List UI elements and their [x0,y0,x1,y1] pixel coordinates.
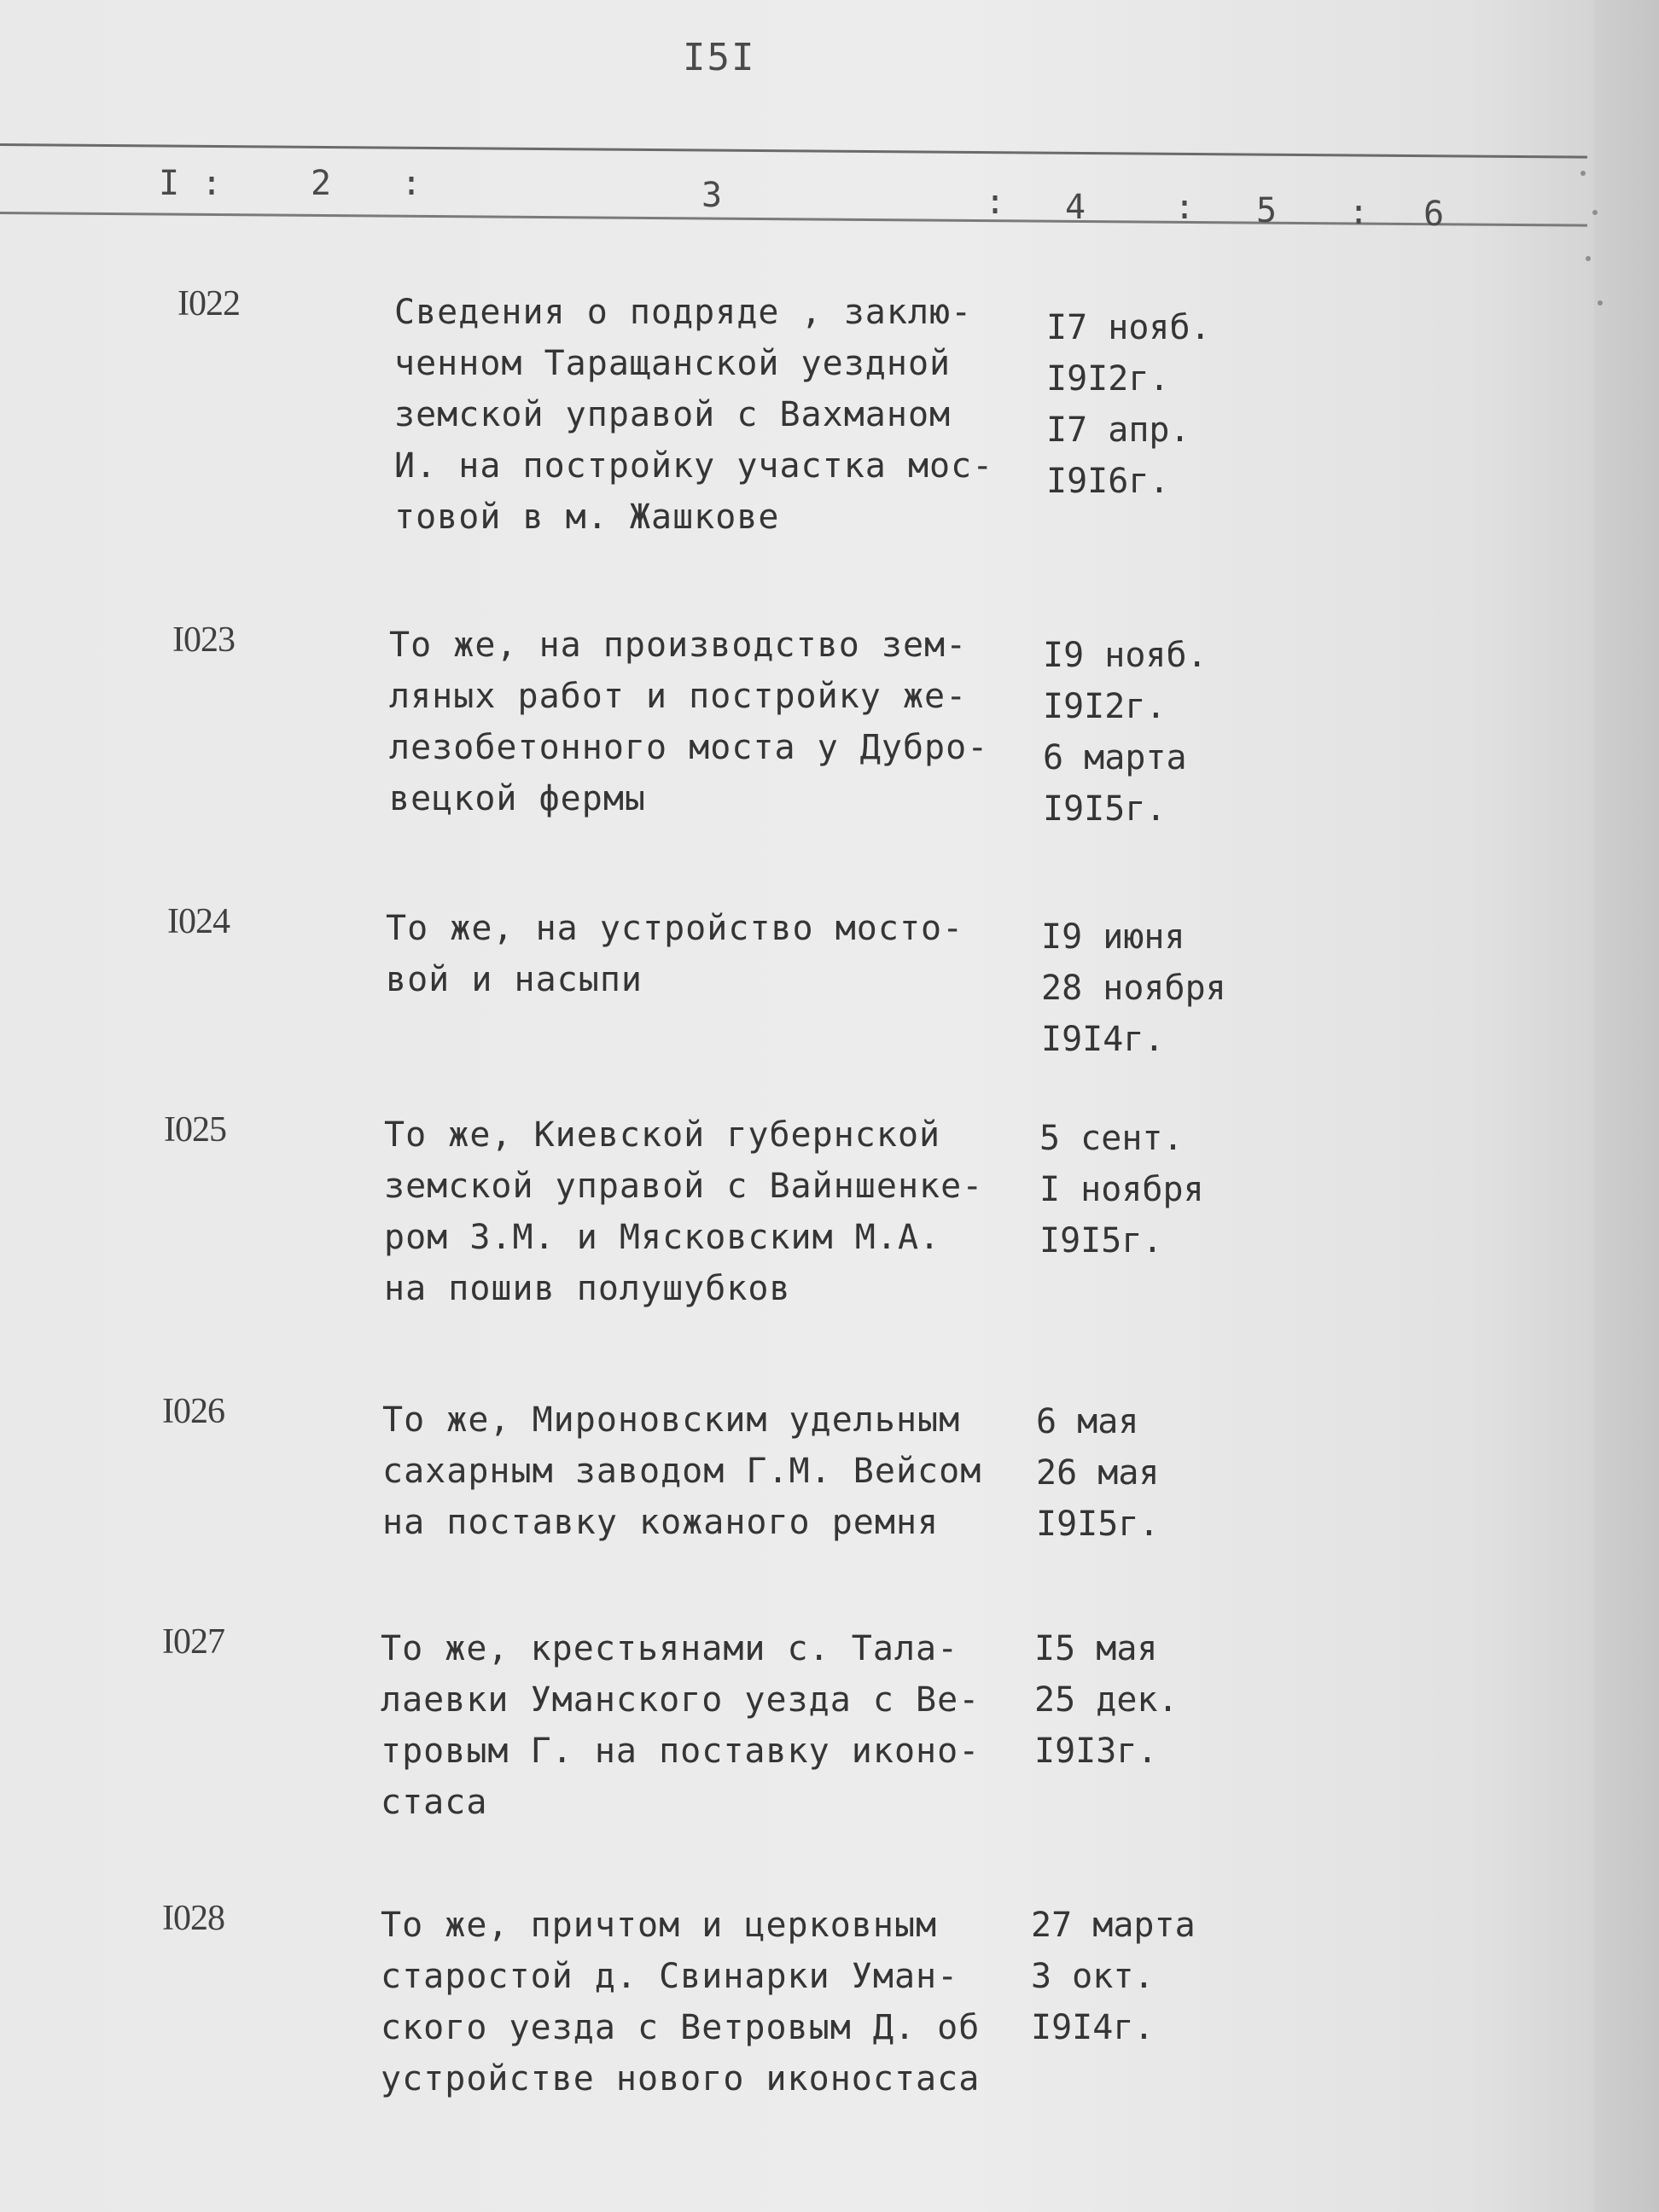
date-line: I9I5г. [1043,789,1167,829]
description-line: вецкой фермы [389,779,646,818]
description-line: вой и насыпи [386,960,643,999]
description-line: лаевки Уманского уезда с Ве- [381,1680,981,1720]
description-line: То же, Киевской губернской [384,1115,941,1155]
column-header-separator: : [1174,188,1196,227]
column-header-4: 4 [1065,188,1086,227]
date-line: I9I2г. [1046,359,1170,399]
date-line: I9 июня [1041,917,1185,957]
column-header-5: 5 [1256,191,1278,230]
date-line: 5 сент. [1039,1119,1184,1158]
description-line: То же, на устройство мосто- [386,909,964,948]
entry-description [381,1900,1012,2104]
description-line: товой в м. Жашкове [394,498,780,537]
page-edge-shadow [1594,0,1659,2212]
entry-dates [1039,1113,1261,1266]
entry-description [381,1623,1012,1828]
entry-number: I028 [162,1899,224,1938]
description-line: лезобетонного моста у Дубро- [389,728,989,767]
date-line: I9I4г. [1031,2008,1155,2047]
description-line: устройстве нового иконостаса [381,2059,981,2098]
date-line: I9I5г. [1036,1505,1160,1544]
description-line: Сведения о подряде , заклю- [394,293,973,332]
entry-description [384,1109,1016,1314]
entry-description [389,620,1021,824]
description-line: И. на постройку участка мос- [394,446,994,486]
date-line: 6 марта [1043,738,1187,777]
description-line: То же, причтом и церковным [381,1906,938,1945]
entry-dates [1036,1396,1258,1550]
entry-dates [1031,1900,1253,2053]
date-line: 25 дек. [1034,1680,1179,1720]
date-line: I ноября [1039,1170,1204,1209]
paper-speckle [1586,256,1591,261]
entry-dates [1041,911,1263,1065]
column-header-row [0,164,1536,234]
column-header-6: 6 [1423,195,1445,234]
description-line: ского уезда с Ветровым Д. об [381,2008,981,2047]
date-line: I5 мая [1034,1629,1158,1668]
date-line: I7 нояб. [1046,308,1211,347]
date-line: I7 апр. [1046,410,1190,450]
description-line: земской управой с Вайншенке- [384,1167,984,1206]
description-line: земской управой с Вахманом [394,395,952,434]
entry-number: I024 [167,902,230,941]
column-header-separator: : [1348,193,1370,232]
date-line: I9I4г. [1041,1020,1165,1059]
paper-speckle [1598,300,1603,306]
description-line: То же, Мироновским удельным [382,1400,961,1440]
date-line: I9I2г. [1043,687,1167,726]
paper-speckle [1592,210,1598,215]
description-line: тровым Г. на поставку иконо- [381,1732,981,1771]
page-number: I5I [683,36,756,79]
description-line: ром З.М. и Мясковским М.А. [384,1218,941,1257]
entry-description [394,287,1026,543]
description-line: То же, крестьянами с. Тала- [381,1629,959,1668]
column-header-3: 3 [701,176,723,215]
date-line: I9I5г. [1039,1221,1163,1260]
date-line: 26 мая [1036,1453,1160,1493]
entry-dates [1043,630,1265,835]
column-header-separator: : [201,164,223,203]
date-line: 6 мая [1036,1402,1139,1441]
paper-speckle [1580,171,1586,176]
date-line: I9I6г. [1046,462,1170,501]
column-header-1: I [159,164,180,203]
description-line: старостой д. Свинарки Уман- [381,1957,959,1996]
date-line: 28 ноября [1041,969,1226,1008]
description-line: стаса [381,1783,488,1822]
entry-description [386,903,1017,1005]
entry-number: I027 [162,1622,224,1662]
entry-number: I026 [162,1392,224,1431]
entry-dates [1034,1623,1256,1777]
description-line: ляных работ и постройку же- [389,677,968,716]
entry-number: I022 [178,284,240,323]
description-line: на поставку кожаного ремня [382,1503,940,1542]
entry-description [382,1394,1014,1548]
description-line: То же, на производство зем- [389,626,968,665]
date-line: I9I3г. [1034,1732,1158,1771]
column-header-separator: : [985,183,1006,222]
column-header-2: 2 [311,164,332,203]
description-line: на пошив полушубков [384,1269,791,1308]
description-line: ченном Таращанской уездной [394,344,952,383]
date-line: I9 нояб. [1043,636,1208,675]
entry-number: I025 [164,1110,226,1150]
description-line: сахарным заводом Г.М. Вейсом [382,1452,982,1491]
entry-dates [1046,302,1268,507]
date-line: 3 окт. [1031,1957,1155,1996]
date-line: 27 марта [1031,1906,1196,1945]
entry-number: I023 [172,620,235,660]
column-header-separator: : [401,164,422,203]
